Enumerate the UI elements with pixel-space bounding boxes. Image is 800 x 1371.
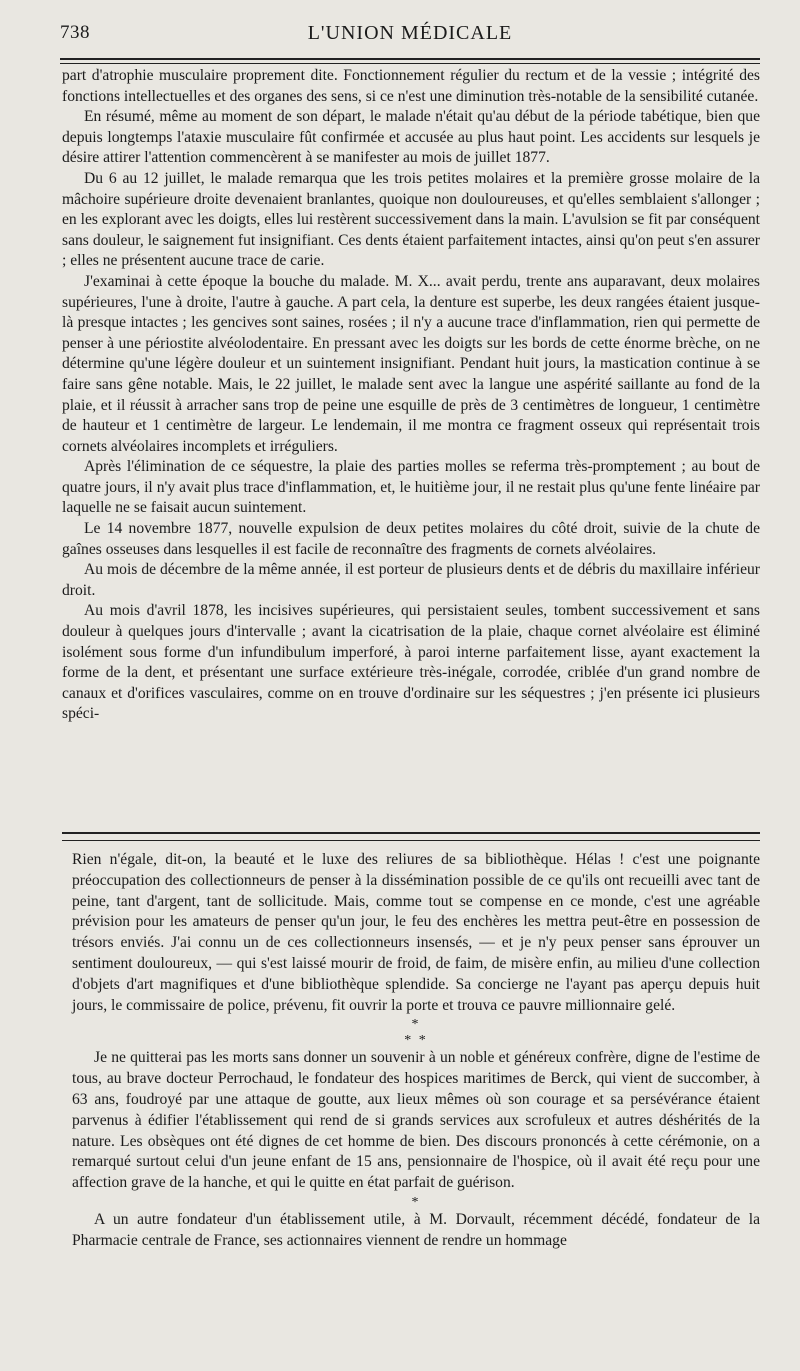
article-paragraph: Au mois d'avril 1878, les incisives supérieures, qui persistaient seules, tombent successivement et sans douleur à quelques jours d'intervalle ; avant la cicatrisation de la plaie, chaque cornet alvéolaire est éliminé isolément sous forme d'un infundibulum imperforé, à paroi interne parfaitement lisse, ayant exactement la forme de la dent, et présentant une surface extérieure très-inégale, corrodée, criblée d'un grand nombre de canaux et d'orifices vasculaires, comme on en trouve d'ordinaire sur les séquestres ; j'en présente ici plusieurs spéci- xyxy=(62,602,760,723)
article-paragraph: En résumé, même au moment de son départ, le malade n'était qu'au début de la période tabétique, bien que depuis longtemps l'ataxie musculaire fût confirmée et accusée au plus haut point. Les accidents sur lesquels je désire attirer l'attention commencèrent à se manifester au mois de juillet 1877. xyxy=(62,108,760,167)
section-separator: * xyxy=(411,1194,421,1210)
feuilleton-paragraph: Rien n'égale, dit-on, la beauté et le luxe des reliures de sa bibliothèque. Hélas ! c'est une poignante préoccupation des collectionneurs de penser à la dissémination possible de ce qu'ils ont recueilli avec tant de peine, tant d'argent, tant de sollicitude. Mais, comme tout se compense en ce monde, c'est une agréable prévision pour les amateurs de penser qu'un jour, le feu des enchères les mettra peut-être en possession de trésors enviés. J'ai connu un de ces collectionneurs insensés, — et je n'y peux penser sans éprouver un sentiment douloureux, — qui s'est laissé mourir de froid, de faim, de misère enfin, au milieu d'une collection d'objets d'art magnifiques et d'une bibliothèque splendide. Sa concierge ne l'ayant pas aperçu depuis huit jours, le commissaire de police, prévenu, fit ouvrir la porte et trouva ce pauvre millionnaire gelé. xyxy=(72,851,760,1014)
feuilleton-body xyxy=(72,850,760,1252)
article-paragraph: Le 14 novembre 1877, nouvelle expulsion de deux petites molaires du côté droit, suivie de la chute de gaînes osseuses dans lesquelles il est facile de reconnaître des fragments de cornets alvéolaires. xyxy=(62,520,760,558)
journal-title: L'UNION MÉDICALE xyxy=(307,22,513,44)
article-paragraph: part d'atrophie musculaire proprement dite. Fonctionnement régulier du rectum et de la vessie ; intégrité des fonctions intellectuelles et des organes des sens, si ce n'est une diminution très-notable de la sensibilité cutanée. xyxy=(62,67,760,105)
section-separator: * xyxy=(411,1017,421,1033)
article-paragraph: Du 6 au 12 juillet, le malade remarqua que les trois petites molaires et la première grosse molaire de la mâchoire supérieure droite devenaient branlantes, quoique non douloureuses, et qu'elles semblaient s'allonger ; en les explorant avec les doigts, elles lui restèrent successivement dans la main. L'avulsion se fit par conséquent sans douleur, le saignement fut insignifiant. Ces dents étaient parfaitement intactes, ainsi qu'on peut s'en assurer ; elles ne présentent aucune trace de carie. xyxy=(62,169,760,270)
feuilleton-divider xyxy=(62,832,760,841)
article-paragraph: J'examinai à cette époque la bouche du malade. M. X... avait perdu, trente ans auparavant, deux molaires supérieures, l'une à droite, l'autre à gauche. A part cela, la denture est superbe, les deux rangées étaient jusque-là presque intactes ; les gencives sont saines, rosées ; il n'y a aucune trace d'inflammation, rien qui permette de penser à une périostite alvéolodentaire. En pressant avec les doigts sur les bords de cette énorme brèche, on ne détermine qu'une légère douleur et un suintement insignifiant. Pendant huit jours, la mastication continue à se faire sans gêne notable. Mais, le 22 juillet, le malade sent avec la langue une aspérité saillante au fond de la plaie, et il réussit à arracher sans trop de peine une esquille de près de 3 centimètres de longueur, 1 centimètre de hauteur et 1 centimètre de largeur. Le lendemain, il me montra ce fragment osseux qui représentait trois cornets alvéolaires incomplets et irréguliers. xyxy=(62,272,760,455)
header-rule xyxy=(60,58,760,64)
article-body xyxy=(62,66,760,725)
feuilleton-paragraph: Je ne quitterai pas les morts sans donner un souvenir à un noble et généreux confrère, digne de l'estime de tous, au brave docteur Perrochaud, le fondateur des hospices maritimes de Berck, qui vient de succomber, à 63 ans, foudroyé par une attaque de goutte, aux lieux mêmes où son courage et sa persévérance étaient parvenus à édifier l'établissement qui rend de si grands services aux scrofuleux et autres déshérités de la nature. Les obsèques ont été dignes de cet homme de bien. Des discours prononcés à cette cérémonie, on a remarqué surtout celui d'un jeune enfant de 15 ans, pensionnaire de l'hospice, où il avait été reçu pour une affection grave de la hanche, et qui le quitte en état parfait de guérison. xyxy=(72,1049,760,1192)
page-header xyxy=(60,22,760,54)
article-paragraph: Au mois de décembre de la même année, il est porteur de plusieurs dents et de débris du maxillaire inférieur droit. xyxy=(62,561,760,599)
article-paragraph: Après l'élimination de ce séquestre, la plaie des parties molles se referma très-promptement ; au bout de quatre jours, il n'y avait plus trace d'inflammation, et, le huitième jour, il ne restait plus qu'une fente linéaire par laquelle ne se faisait aucun suintement. xyxy=(62,458,760,517)
page-number: 738 xyxy=(60,22,90,43)
feuilleton-paragraph: A un autre fondateur d'un établissement utile, à M. Dorvault, récemment décédé, fondateur de la Pharmacie centrale de France, ses actionnaires viennent de rendre un hommage xyxy=(72,1210,760,1249)
section-separator: * * xyxy=(404,1033,428,1049)
